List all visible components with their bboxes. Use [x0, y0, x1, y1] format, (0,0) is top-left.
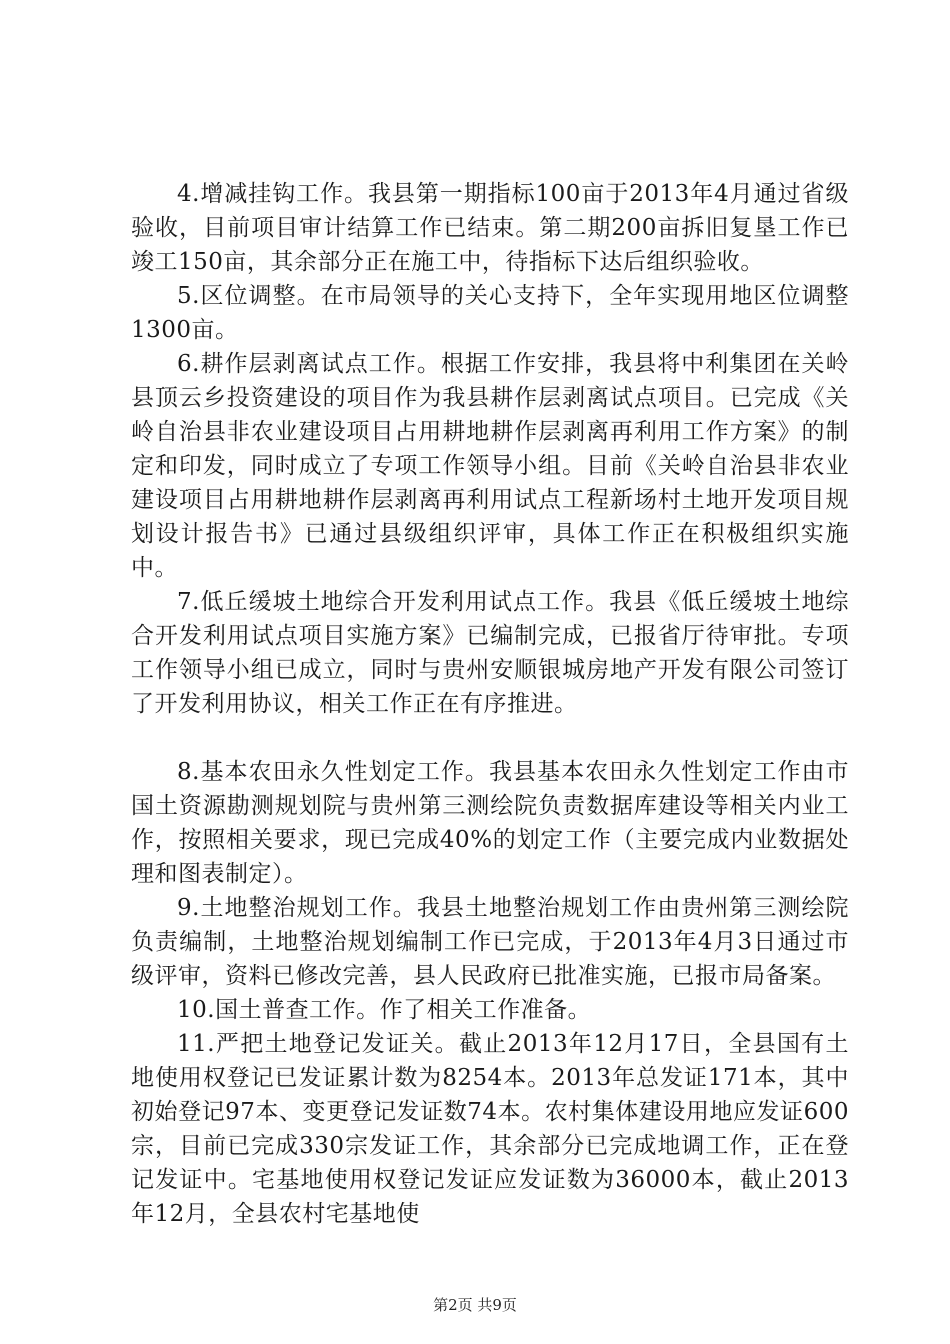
paragraph-item-11: 11.严把土地登记发证关。截止2013年12月17日，全县国有土地使用权登记已发证累计数为8254本。2013年总发证171本，其中初始登记97本、变更登记发证数74本。农村集体建设用地应发证600宗，目前已完成330宗发证工作，其余部分已完成地调工作，正在登记发证中。宅基地使用权登记发证应发证数为36000本，截止2013年12月，全县农村宅基地使 [131, 1031, 849, 1227]
page-number-footer: 第2页 共9页 [433, 1296, 517, 1314]
paragraph-item-9: 9.土地整治规划工作。我县土地整治规划工作由贵州第三测绘院负责编制，土地整治规划编制工作已完成，于2013年4月3日通过市级评审，资料已修改完善，县人民政府已批准实施，已报市局备案。 [131, 895, 849, 989]
paragraph-item-5: 5.区位调整。在市局领导的关心支持下，全年实现用地区位调整1300亩。 [131, 283, 849, 343]
paragraph-item-4: 4.增减挂钩工作。我县第一期指标100亩于2013年4月通过省级验收，目前项目审计结算工作已结束。第二期200亩拆旧复垦工作已竣工150亩，其余部分正在施工中，待指标下达后组织验收。 [131, 181, 849, 275]
document-body [131, 177, 849, 1231]
paragraph-item-7: 7.低丘缓坡土地综合开发利用试点工作。我县《低丘缓坡土地综合开发利用试点项目实施方案》已编制完成，已报省厅待审批。专项工作领导小组已成立，同时与贵州安顺银城房地产开发有限公司签订了开发利用协议，相关工作正在有序推进。 [131, 589, 849, 717]
paragraph-spacer [131, 721, 849, 755]
paragraph-item-6: 6.耕作层剥离试点工作。根据工作安排，我县将中利集团在关岭县顶云乡投资建设的项目作为我县耕作层剥离试点项目。已完成《关岭自治县非农业建设项目占用耕地耕作层剥离再利用工作方案》的制定和印发，同时成立了专项工作领导小组。目前《关岭自治县非农业建设项目占用耕地耕作层剥离再利用试点工程新场村土地开发项目规划设计报告书》已通过县级组织评审，具体工作正在积极组织实施中。 [131, 351, 849, 581]
paragraph-item-8: 8.基本农田永久性划定工作。我县基本农田永久性划定工作由市国土资源勘测规划院与贵州第三测绘院负责数据库建设等相关内业工作，按照相关要求，现已完成40%的划定工作（主要完成内业数据处理和图表制定）。 [131, 759, 849, 887]
paragraph-item-10: 10.国土普查工作。作了相关工作准备。 [177, 997, 592, 1023]
